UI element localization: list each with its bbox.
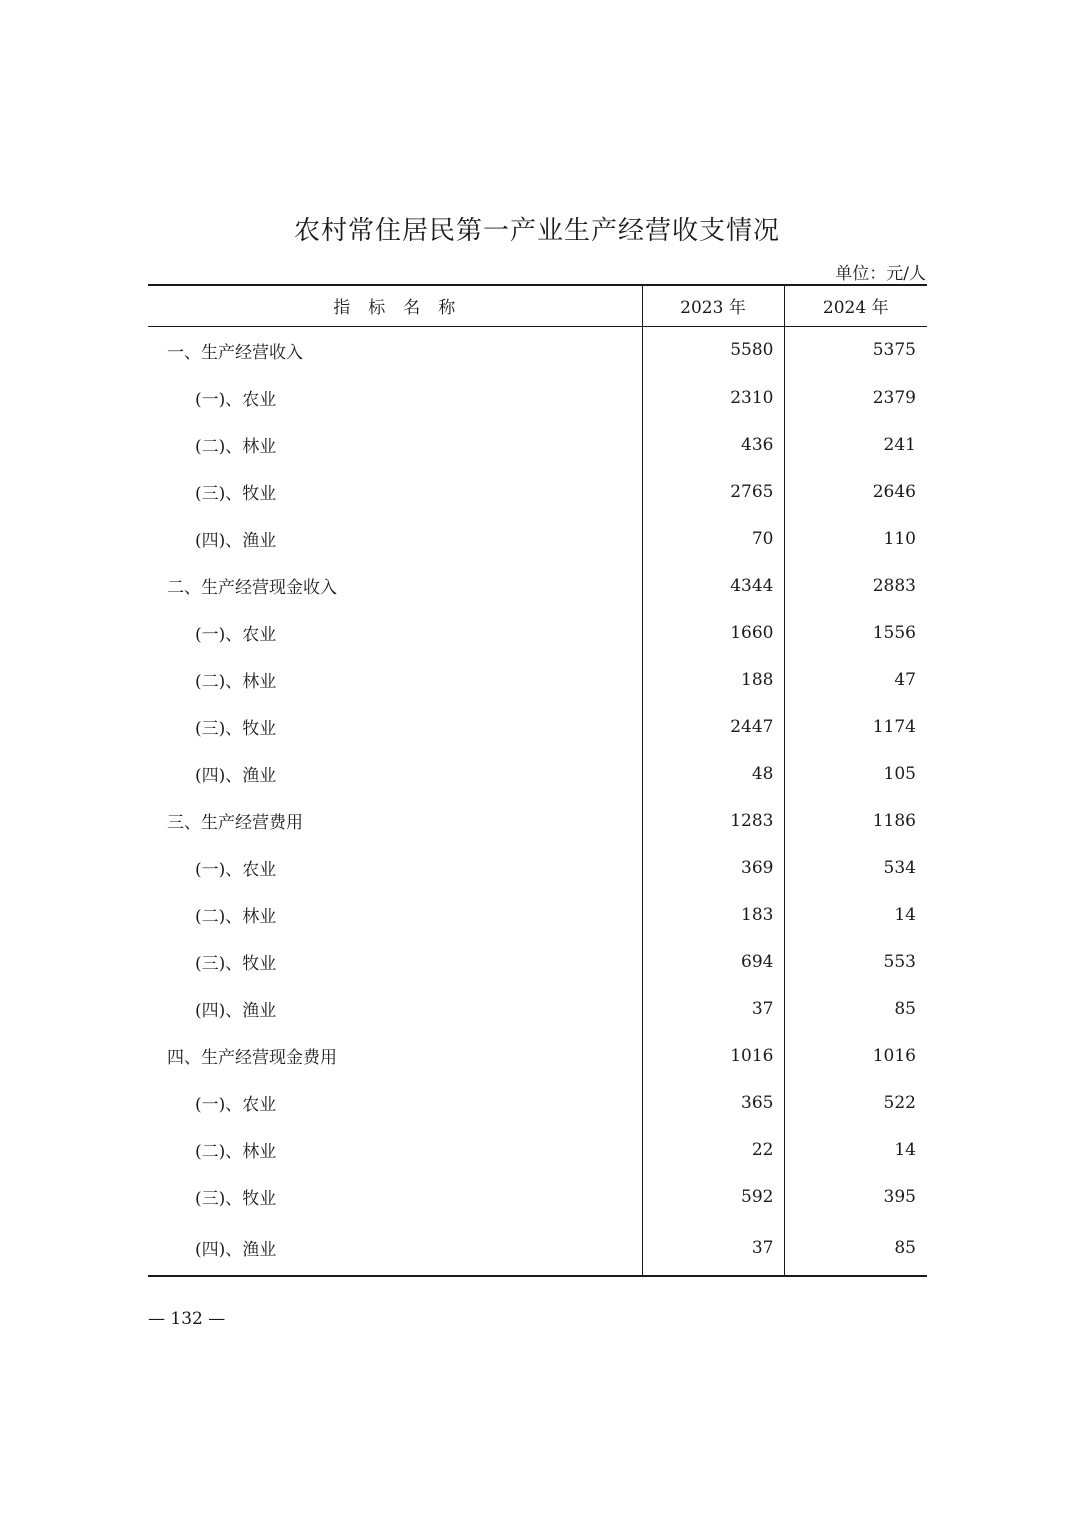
- value-2024: 105: [883, 763, 916, 784]
- value-2023: 2447: [642, 703, 784, 750]
- header-indicator-name: 指标名称: [148, 285, 642, 326]
- value-2023: 48: [642, 750, 784, 797]
- row-label: (二)、林业: [148, 656, 642, 703]
- value-2024: 14: [894, 1139, 916, 1160]
- table-row: [148, 938, 927, 985]
- value-2024: 522: [883, 1092, 916, 1113]
- value-2023: 2310: [642, 374, 784, 421]
- table-header-row: [148, 285, 927, 326]
- row-label: (一)、农业: [148, 1079, 642, 1126]
- row-label: (四)、渔业: [148, 515, 642, 562]
- value-2023: 1660: [642, 609, 784, 656]
- value-2024: 85: [894, 998, 916, 1019]
- table-row: [148, 656, 927, 703]
- value-2023: 183: [642, 891, 784, 938]
- value-2024: 395: [883, 1186, 916, 1207]
- row-label: (二)、林业: [148, 1126, 642, 1173]
- page-title: 农村常住居民第一产业生产经营收支情况: [293, 216, 780, 246]
- value-2024: 534: [883, 857, 916, 878]
- row-label: 二、生产经营现金收入: [148, 562, 642, 609]
- value-2024: 1016: [872, 1045, 916, 1066]
- table-row: [148, 515, 927, 562]
- unit-label: 单位：元/人: [835, 264, 926, 284]
- row-label: (四)、渔业: [148, 985, 642, 1032]
- value-2023: 1016: [642, 1032, 784, 1079]
- value-2023: 369: [642, 844, 784, 891]
- value-2023: 70: [642, 515, 784, 562]
- row-label: (二)、林业: [148, 891, 642, 938]
- table-row: [148, 1220, 927, 1276]
- table-row: [148, 609, 927, 656]
- row-label: (一)、农业: [148, 609, 642, 656]
- row-label: (四)、渔业: [148, 1220, 642, 1276]
- value-2023: 22: [642, 1126, 784, 1173]
- table-row: [148, 1173, 927, 1220]
- value-2024: 241: [883, 434, 916, 455]
- table-row: [148, 374, 927, 421]
- statistics-table: [148, 284, 927, 1277]
- value-2023: 37: [642, 985, 784, 1032]
- row-label: 一、生产经营收入: [148, 326, 642, 374]
- value-2023: 592: [642, 1173, 784, 1220]
- value-2024: 2379: [872, 387, 916, 408]
- table-row: [148, 1032, 927, 1079]
- table-row: [148, 1126, 927, 1173]
- value-2023: 365: [642, 1079, 784, 1126]
- value-2023: 436: [642, 421, 784, 468]
- value-2024: 1556: [872, 622, 916, 643]
- table-row: [148, 562, 927, 609]
- table-row: [148, 750, 927, 797]
- value-2023: 1283: [642, 797, 784, 844]
- row-label: (一)、农业: [148, 844, 642, 891]
- row-label: 四、生产经营现金费用: [148, 1032, 642, 1079]
- value-2023: 5580: [642, 326, 784, 374]
- table-row: [148, 326, 927, 374]
- value-2023: 694: [642, 938, 784, 985]
- value-2023: 188: [642, 656, 784, 703]
- row-label: (二)、林业: [148, 421, 642, 468]
- table-row: [148, 797, 927, 844]
- table-row: [148, 985, 927, 1032]
- table-row: [148, 703, 927, 750]
- value-2024: 14: [894, 904, 916, 925]
- value-2024: 1186: [872, 810, 916, 831]
- table-body: [148, 326, 927, 1276]
- value-2023: 4344: [642, 562, 784, 609]
- value-2024: 110: [883, 528, 916, 549]
- page-number: — 132 —: [148, 1309, 226, 1329]
- row-label: (三)、牧业: [148, 703, 642, 750]
- table-row: [148, 1079, 927, 1126]
- row-label: (一)、农业: [148, 374, 642, 421]
- header-year-2023: 2023 年: [642, 285, 784, 326]
- value-2024: 5375: [872, 340, 916, 361]
- header-year-2024: 2024 年: [784, 285, 927, 326]
- table-row: [148, 421, 927, 468]
- value-2024: 47: [894, 669, 916, 690]
- row-label: (三)、牧业: [148, 938, 642, 985]
- row-label: (三)、牧业: [148, 1173, 642, 1220]
- value-2024: 2883: [872, 575, 916, 596]
- value-2023: 37: [642, 1220, 784, 1276]
- row-label: (四)、渔业: [148, 750, 642, 797]
- row-label: 三、生产经营费用: [148, 797, 642, 844]
- row-label: (三)、牧业: [148, 468, 642, 515]
- value-2024: 85: [784, 1220, 927, 1276]
- table-row: [148, 891, 927, 938]
- value-2023: 2765: [642, 468, 784, 515]
- table-row: [148, 468, 927, 515]
- value-2024: 2646: [872, 481, 916, 502]
- value-2024: 1174: [872, 716, 916, 737]
- value-2024: 553: [883, 951, 916, 972]
- table-row: [148, 844, 927, 891]
